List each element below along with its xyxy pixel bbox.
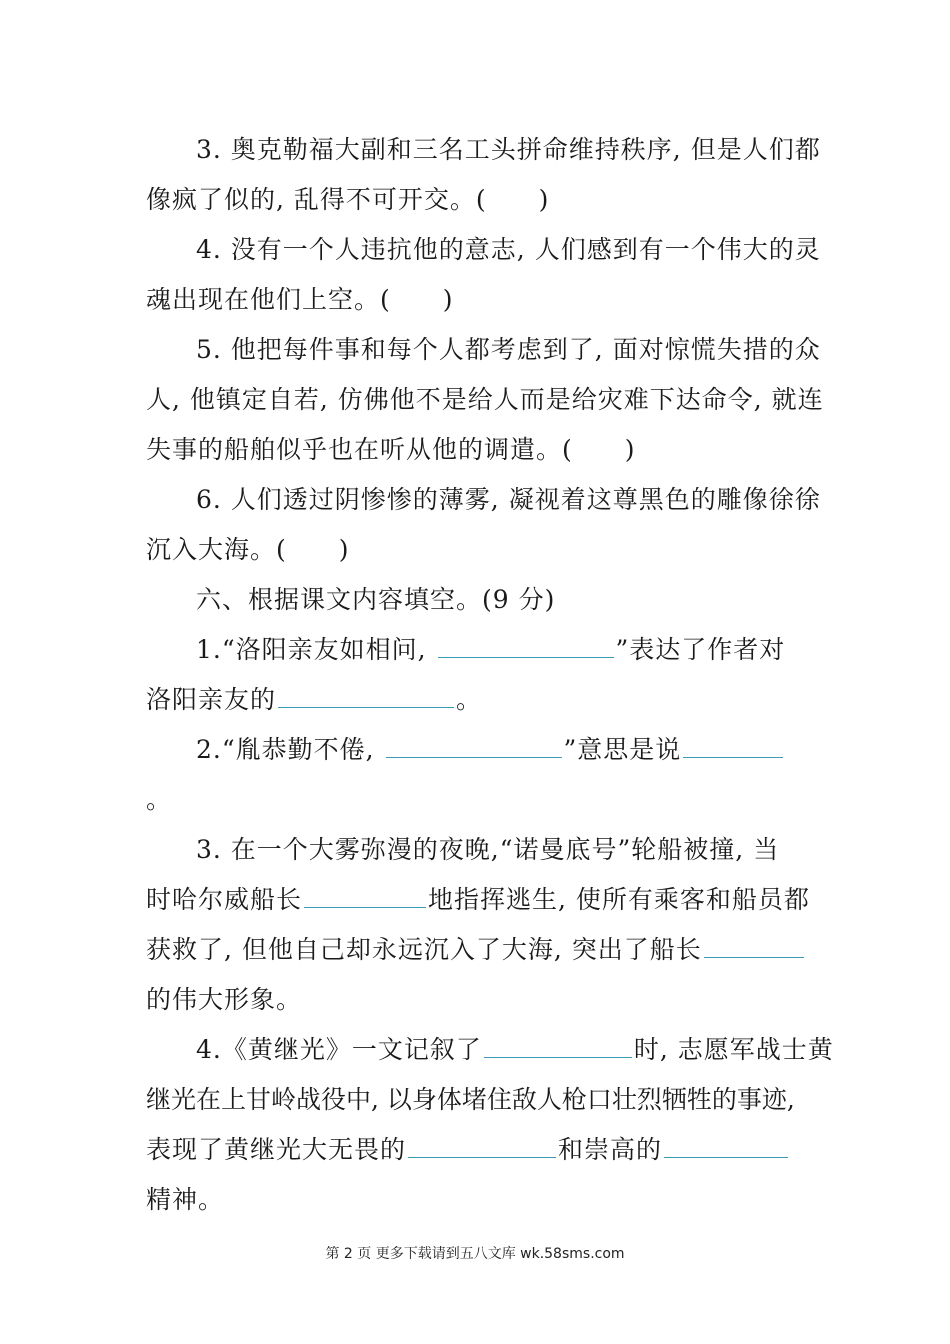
page-footer: 第 2 页 更多下载请到五八文库 wk.58sms.com <box>325 1246 625 1262</box>
q6-1-text-c: 洛阳亲友的 <box>146 685 277 714</box>
q6-2-blank-2[interactable] <box>683 735 783 758</box>
q6-1-blank-1[interactable] <box>438 635 614 658</box>
q6-4-blank-3[interactable] <box>664 1135 788 1158</box>
q6-1-blank-2[interactable] <box>278 685 454 708</box>
q5-3-line2: 像疯了似的, 乱得不可开交。( ) <box>146 185 550 214</box>
q6-4-text-a: 4.《黄继光》一文记叙了 <box>196 1035 482 1064</box>
q6-4-blank-1[interactable] <box>484 1035 632 1058</box>
q6-4-text-d: 表现了黄继光大无畏的 <box>146 1135 407 1164</box>
q6-3-line4: 的伟大形象。 <box>146 985 303 1014</box>
q6-3-blank-1[interactable] <box>304 885 426 908</box>
q6-4-line4: 精神。 <box>146 1185 225 1214</box>
section-6-title: 六、根据课文内容填空。(9 分) <box>196 585 556 614</box>
q6-3-text-d: 获救了, 但他自己却永远沉入了大海, 突出了船长 <box>146 935 702 964</box>
q6-1-text-d: 。 <box>456 685 483 714</box>
q6-4-line1 <box>196 1035 834 1065</box>
q5-4-line1: 4. 没有一个人违抗他的意志, 人们感到有一个伟大的灵 <box>196 235 821 264</box>
q5-6-line1: 6. 人们透过阴惨惨的薄雾, 凝视着这尊黑色的雕像徐徐 <box>196 485 821 514</box>
q6-1-line2 <box>146 685 806 715</box>
q6-2-blank-1[interactable] <box>386 735 562 758</box>
q5-4-line2: 魂出现在他们上空。( ) <box>146 285 454 314</box>
q6-4-line2: 继光在上甘岭战役中, 以身体堵住敌人枪口壮烈牺牲的事迹, <box>146 1085 795 1114</box>
q6-3-line2 <box>146 885 810 915</box>
q6-3-text-b: 时哈尔威船长 <box>146 885 303 914</box>
q6-3-line1: 3. 在一个大雾弥漫的夜晚,“诺曼底号”轮船被撞, 当 <box>196 835 780 864</box>
q6-4-text-e: 和崇高的 <box>558 1135 663 1164</box>
q6-1-line1 <box>196 635 806 665</box>
q6-2-text-b: ”意思是说 <box>563 735 682 764</box>
q5-5-line2: 人, 他镇定自若, 仿佛他不是给人而是给灾难下达命令, 就连 <box>146 385 824 414</box>
q6-4-blank-2[interactable] <box>408 1135 556 1158</box>
q6-4-text-b: 时, 志愿军战士黄 <box>633 1035 834 1064</box>
q6-1-text-b: ”表达了作者对 <box>615 635 786 664</box>
q5-6-line2: 沉入大海。( ) <box>146 535 350 564</box>
q6-2-line2: 。 <box>146 785 173 814</box>
q5-3-line1: 3. 奥克勒福大副和三名工头拼命维持秩序, 但是人们都 <box>196 135 821 164</box>
q6-4-line3 <box>146 1135 806 1165</box>
q6-1-text-a: 1.“洛阳亲友如相问, <box>196 635 436 664</box>
q5-5-line3: 失事的船舶似乎也在听从他的调遣。( ) <box>146 435 636 464</box>
q6-2-text-a: 2.“胤恭勤不倦, <box>196 735 384 764</box>
q6-2-line1 <box>196 735 806 765</box>
q6-3-line3 <box>146 935 806 965</box>
q6-3-blank-2[interactable] <box>704 935 804 958</box>
q6-3-text-c: 地指挥逃生, 使所有乘客和船员都 <box>428 885 810 914</box>
q5-5-line1: 5. 他把每件事和每个人都考虑到了, 面对惊慌失措的众 <box>196 335 821 364</box>
